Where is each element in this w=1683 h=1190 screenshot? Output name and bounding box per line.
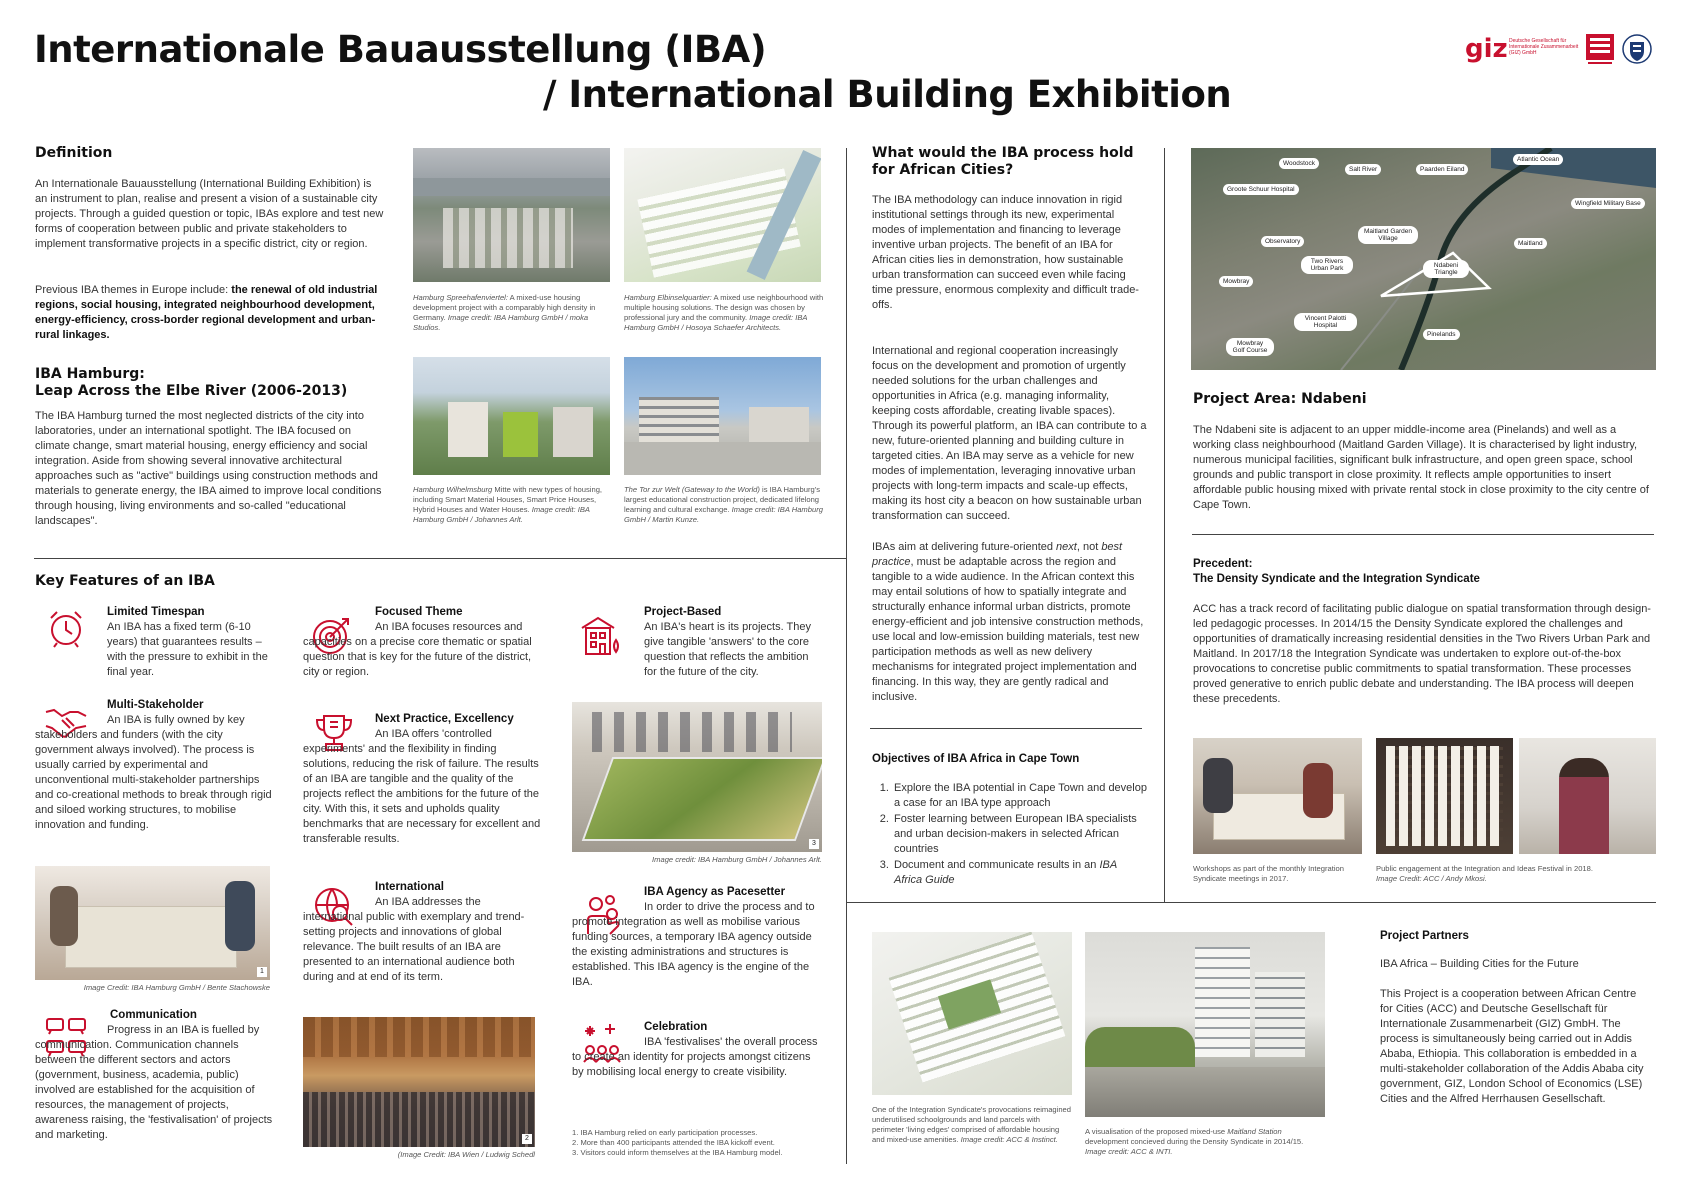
photo-ideas-festival-wall <box>1376 738 1513 854</box>
hamburg-heading: IBA Hamburg: Leap Across the Elbe River (2006-2013) <box>35 366 348 399</box>
photo-credit-2: (Image Credit: IBA Wien / Ludwig Schedl <box>397 1150 535 1159</box>
objectives-heading: Objectives of IBA Africa in Cape Town <box>872 753 1080 765</box>
feature-focused-theme-title-block: Focused Theme <box>375 606 463 618</box>
photo-caption-2: Hamburg Elbinselquartier: A mixed use neighbourhood with multiple housing solutions. The design was chosen by professional jury and the community. Image credit: IBA Hamburg GmbH / Hosoya Schaefer Architects. <box>624 293 824 332</box>
objective-3: 3. Document and communicate results in an IBA Africa Guide <box>892 858 1147 888</box>
objective-1: 1. Explore the IBA potential in Cape Town and develop a case for an IBA type approach <box>892 781 1147 811</box>
african-cities-paragraph-3: IBAs aim at delivering future-oriented next, not best practice, must be adaptable across the region and tangible to a wide audience. In the African context this may entail solutions of how to spatially integrate and structurally enhance informal urban districts, promote energy-efficient and job intensive construction methods, use local and low-emission building materials, test new participation methods as well as new delivery mechanisms for integrated project implementation and financing. In this way, they are gently radical and inclusive. <box>872 541 1144 703</box>
partners-tagline: IBA Africa – Building Cities for the Future <box>1380 958 1579 970</box>
giz-logo: giz <box>1465 34 1508 64</box>
partners-body: This Project is a cooperation between African Centre for Cities (ACC) and Deutsche Gesellschaft für Internationale Zusammenarbeit (GIZ) GmbH. The process is simultaneously being carried out in Addis Ababa, Ethiopia. This collaboration is embedded in a multi-stakeholder collaboration of the Addis Ababa city government, GIZ, London School of Economics (LSE) Cities and the Alfred Herrhausen Gesellschaft. <box>1380 988 1644 1105</box>
feature-celebration: IBA 'festivalises' the overall process to create an identity for projects amongst citizens by mobilising local energy to create visibility. <box>572 1036 818 1078</box>
photo-caption-4: The Tor zur Welt (Gateway to the World) is IBA Hamburg's largest educational construction project, dedicated lifelong learning and cultural exchange. Image credit: IBA Hamburg GmbH / Martin Kunze. <box>624 485 823 524</box>
feature-communication: Progress in an IBA is fuelled by communication. Communication channels between the different sectors and actors (government, business, academia, public) involved are established for the acquisition of resources, the management of projects, awareness raising, the 'festivalisation' of projects and marketing. <box>35 1024 273 1141</box>
photo-participation-workshop <box>35 866 270 980</box>
photo-caption-1: Hamburg Spreehafenviertel: A mixed-use housing development project with a comparably high density in Germany. Image credit: IBA Hamburg GmbH / moka Studios. <box>413 293 596 332</box>
partners-heading: Project Partners <box>1380 930 1469 942</box>
acc-logo <box>1585 33 1615 65</box>
map-label-maitland-garden-village: Maitland Garden Village <box>1358 226 1418 244</box>
giz-logo-text: Deutsche Gesellschaft für Internationale Zusammenarbeit (GIZ) GmbH <box>1509 38 1579 56</box>
hamburg-body: The IBA Hamburg turned the most neglected districts of the city into laboratories, under an international spotlight. The IBA focused on climate change, smart material housing, energy efficiency and social integration. Aside from showing several innovative architectural approaches such as "active" buildings using construction methods and materials to generate energy, the IBA aimed to improve local conditions through housing, living environments and so-called "educational landscapes". <box>35 410 382 527</box>
map-label-mowbray-golf-course: Mowbray Golf Course <box>1226 338 1274 356</box>
divider-objectives <box>870 728 1142 729</box>
african-cities-heading: What would the IBA process hold for African Cities? <box>872 145 1134 178</box>
footnotes: 1. IBA Hamburg relied on early participation processes. 2. More than 400 participants attended the IBA kickoff event. 3. Visitors could inform themselves at the IBA Hamburg model. <box>572 1128 783 1157</box>
definition-paragraph-2: Previous IBA themes in Europe include: the renewal of old industrial regions, social housing, integrated neighbourhood development, energy-efficiency, cross-border regional development and urban-rural linkages. <box>35 284 378 341</box>
map-label-groote-schuur: Groote Schuur Hospital <box>1223 184 1299 195</box>
feature-limited-timespan: Limited Timespan An IBA has a fixed term (6-10 years) that guarantees results – with the pressure to exhibit in the final year. <box>107 606 268 678</box>
photo-number-2: 2 <box>522 1134 532 1144</box>
map-label-salt-river: Salt River <box>1345 164 1381 175</box>
definition-paragraph-1: An Internationale Bauausstellung (International Building Exhibition) is an instrument to plan, realise and present a vision of a sustainable city projects. Through a guided question or topic, IBAs explore and test new forms of cooperation between public and private stakeholders to implement transformative projects in a specific district, city or region. <box>35 178 384 250</box>
feature-iba-agency: In order to drive the process and to promote integration as well as mobilise various funding sources, a temporary IBA agency outside the existing administrations and structures is established. This IBA agency is the engine of the IBA. <box>572 901 815 988</box>
map-label-ndabeni-triangle: Ndabeni Triangle <box>1423 260 1469 278</box>
african-cities-paragraph-1: The IBA methodology can induce innovation in rigid institutional settings through its new, experimental modes of implementation and financing to leverage inventive urban projects. The benefit of an IBA for African cities lies in demonstration, how sustainable urban transformation can succeed even while facing time pressure, enormous complexity and difficult trade-offs. <box>872 194 1139 311</box>
feature-multi-stakeholder: An IBA is fully owned by key stakeholders and funders (with the city government always involved). The process is usually carried by experimental and unconventional multi-stakeholder partnerships and co-creational methods to break through rigid and siloed working structures, to mobilise innovation and funding. <box>35 714 272 831</box>
map-label-mowbray: Mowbray <box>1219 276 1253 287</box>
photo-credit-1: Image Credit: IBA Hamburg GmbH / Bente Stachowske <box>83 983 270 992</box>
precedent-caption-1: Workshops as part of the monthly Integration Syndicate meetings in 2017. <box>1193 864 1344 883</box>
photo-iba-model <box>572 702 822 852</box>
photo-credit-3: Image credit: IBA Hamburg GmbH / Johannes Arlt. <box>652 855 822 864</box>
map-label-two-rivers: Two Rivers Urban Park <box>1301 256 1353 274</box>
divider-horizontal-right <box>846 902 1656 903</box>
title-line-1: Internationale Bauausstellung (IBA) <box>34 28 767 71</box>
feature-communication-title-block: Communication <box>110 1009 197 1021</box>
map-label-wingfield: Wingfield Military Base <box>1571 198 1645 209</box>
divider-vertical-right <box>1164 148 1165 902</box>
precedent-label: Precedent: <box>1193 558 1253 570</box>
feature-project-based: Project-Based An IBA's heart is its projects. They give tangible 'answers' to the core question that reflects the ambition for the future of the city. <box>644 606 811 678</box>
building-icon <box>578 614 622 658</box>
precedent-heading: The Density Syndicate and the Integration Syndicate <box>1193 573 1480 585</box>
objectives-list <box>872 781 1147 889</box>
photo-wilhelmsburg <box>413 357 610 475</box>
map-label-woodstock: Woodstock <box>1279 158 1319 169</box>
precedent-caption-2: Public engagement at the Integration and Ideas Festival in 2018. Image Credit: ACC / Andy Mkosi. <box>1376 864 1593 883</box>
map-label-vincent-palotti: Vincent Palotti Hospital <box>1294 313 1357 331</box>
feature-iba-agency-title-block: IBA Agency as Pacesetter <box>644 886 786 898</box>
map-ndabeni <box>1191 148 1656 370</box>
photo-kickoff-event <box>303 1017 535 1147</box>
photo-spreehafenviertel <box>413 148 610 282</box>
precedent-body: ACC has a track record of facilitating public dialogue on spatial transformation through design-led pedagogic processes. In 2014/15 the Density Syndicate explored the challenges and opportunities of dramatically increasing residential densities in the Two Rivers Urban Park and Maitland. In 2017/18 the Integration Syndicate was undertaken to explore out-of-the-box provocations to concretise public commitments to spatial transformation. These processes proved generative to enrich public debate and understanding. The IBA process will deepen these precedents. <box>1193 603 1651 705</box>
map-label-atlantic-ocean: Atlantic Ocean <box>1513 154 1563 165</box>
map-label-maitland: Maitland <box>1514 238 1547 249</box>
objective-2: 2. Foster learning between European IBA specialists and urban decision-makers in selected African countries <box>892 812 1147 857</box>
feature-next-practice: An IBA offers 'controlled experiments' and the flexibility in finding solutions, reducing the risk of failure. The results of an IBA are tangible and the quality of the projects reflect the ambitions for the future of the city. With this, it sets and upholds quality benchmarks that are necessary for excellent and transferable results. <box>303 728 541 845</box>
definition-heading: Definition <box>35 145 113 161</box>
render-maitland-station <box>1085 932 1325 1117</box>
divider-precedent <box>1192 534 1654 535</box>
photo-number-1: 1 <box>257 967 267 977</box>
african-cities-paragraph-2: International and regional cooperation increasingly focus on the development and promotion of urgently needed solutions for the urban challenges and opportunities in Africa (e.g. managing informality, keeping costs affordable, creating livable spaces). Through its powerful platform, an IBA can contribute to a new, future-oriented planning and building culture in targeted cities. An IBA may serve as a vehicle for new modes of implementation, leveraging innovative urban projects with long-term impacts and scale-up effects, making its host city a beacon on how sustainable urban transformation can succeed. <box>872 345 1147 522</box>
photo-number-3: 3 <box>809 839 819 849</box>
feature-international-title-block: International <box>375 881 445 893</box>
title-line-2: / International Building Exhibition <box>543 73 1232 116</box>
render-living-edges <box>872 932 1072 1095</box>
alarm-clock-icon <box>44 606 88 650</box>
photo-ideas-festival-visitor <box>1519 738 1656 854</box>
map-label-paarden-eiland: Paarden Eiland <box>1416 164 1468 175</box>
feature-next-practice-title-block: Next Practice, Excellency <box>375 713 514 725</box>
feature-celebration-title-block: Celebration <box>644 1021 708 1033</box>
university-crest-logo <box>1622 33 1652 65</box>
ndabeni-body: The Ndabeni site is adjacent to an upper middle-income area (Pinelands) and well as a working class neighbourhood (Maitland Garden Village). It is characterised by light industry, numerous municipal facilities, significant bulk infrastructure, and open green space, school grounds and public transport in close proximity. It reflects ample opportunities to insert affordable public housing mixed with private rental stock in close proximity to the city centre of Cape Town. <box>1193 424 1649 511</box>
feature-focused-theme: An IBA focuses resources and capacities on a precise core thematic or spatial question that is key for the future of the district, city or region. <box>303 621 532 678</box>
map-label-pinelands: Pinelands <box>1423 329 1460 340</box>
map-label-observatory: Observatory <box>1261 236 1304 247</box>
bottom-caption-1: One of the Integration Syndicate's provocations reimagined underutilised schoolgrounds and land parcels with perimeter 'living edges' comprised of affordable housing and mixed-use amenities. Image credit: ACC & Instinct. <box>872 1105 1072 1144</box>
photo-tor-zur-welt <box>624 357 821 475</box>
feature-multi-stakeholder-title-block: Multi-Stakeholder <box>107 699 204 711</box>
photo-syndicate-workshop <box>1193 738 1362 854</box>
feature-international: An IBA addresses the international public with exemplary and trend-setting projects and innovations of global relevance. The built results of an IBA are presented to an international audience both during and at end of its term. <box>303 896 525 983</box>
divider-vertical-mid <box>846 148 847 1164</box>
divider-horizontal-left <box>34 558 846 559</box>
photo-caption-3: Hamburg Wilhelmsburg Mitte with new types of housing, including Smart Material Houses, Smart Price Houses, Hybrid Houses and Water Houses. Image credit: IBA Hamburg GmbH / Johannes Arlt. <box>413 485 603 524</box>
photo-elbinselquartier <box>624 148 821 282</box>
features-heading: Key Features of an IBA <box>35 573 215 589</box>
bottom-caption-2: A visualisation of the proposed mixed-use Maitland Station development concieved during the Density Syndicate in 2014/15. Image credit: ACC & INTI. <box>1085 1127 1304 1156</box>
ndabeni-heading: Project Area: Ndabeni <box>1193 391 1367 407</box>
